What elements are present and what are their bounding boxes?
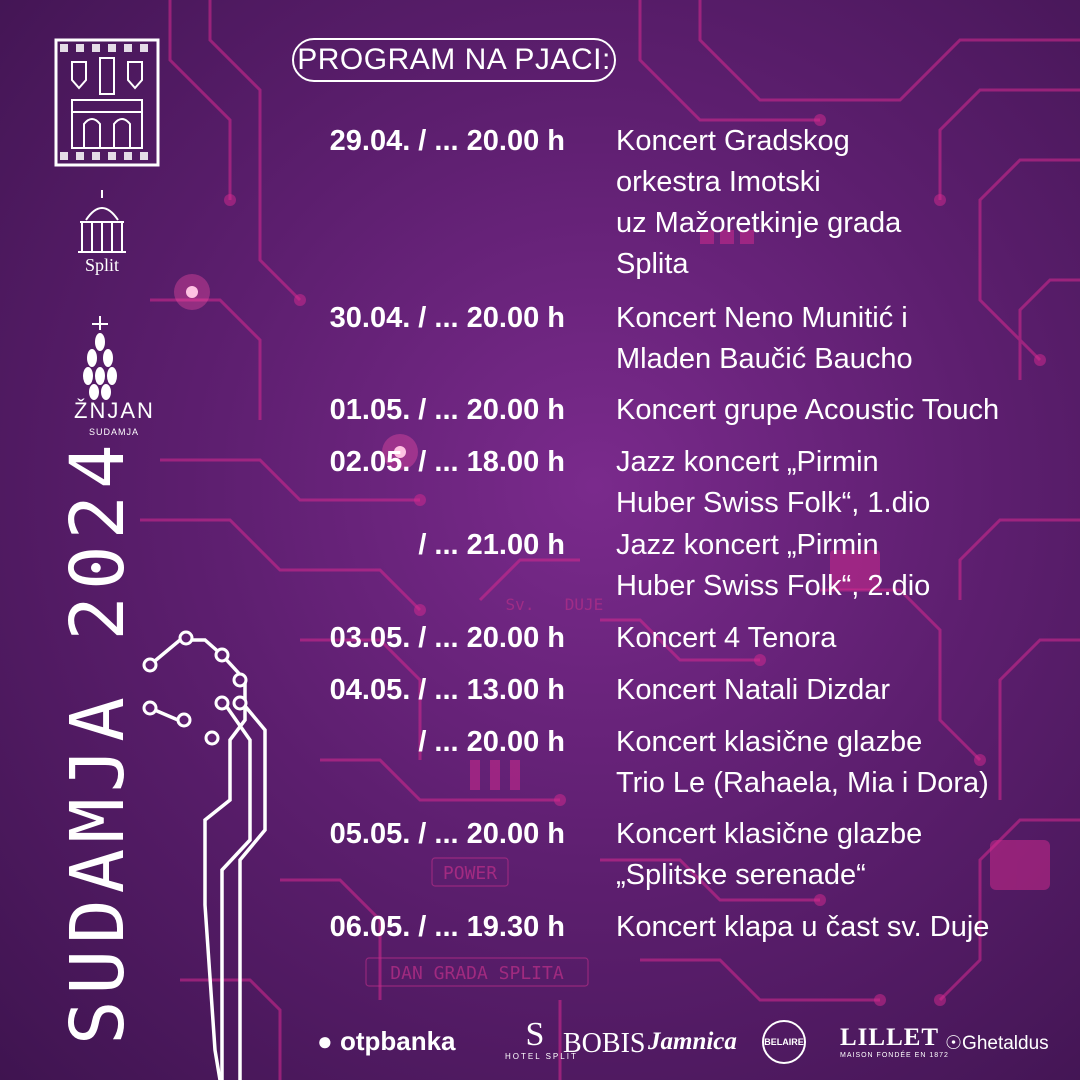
row-date: 01.05. / ... 20.00 h	[329, 394, 565, 426]
znjan-logo	[83, 316, 117, 400]
row-date: 30.04. / ... 20.00 h	[329, 302, 565, 334]
sponsor-bar	[315, 1018, 1055, 1070]
sponsor-belaire: BELAIRE	[762, 1020, 806, 1064]
row-description	[616, 121, 1056, 285]
description-line: Splita	[616, 248, 689, 280]
row-date: / ... 21.00 h	[418, 529, 565, 561]
board-label-sv: Sv.	[505, 595, 535, 614]
description-line: Koncert Neno Munitić i	[616, 302, 908, 334]
description-line: Koncert grupe Acoustic Touch	[616, 394, 1000, 426]
ghetaldus-label: Ghetaldus	[962, 1033, 1049, 1054]
sponsor-jamnica: Jamnica	[648, 1028, 737, 1055]
otp-circle-icon: ●	[317, 1026, 340, 1056]
description-line: Koncert klasične glazbe	[616, 726, 923, 758]
row-date: 03.05. / ... 20.00 h	[329, 622, 565, 654]
description-line: Trio Le (Rahaela, Mia i Dora)	[616, 767, 989, 799]
split-tourism-logo	[78, 190, 126, 252]
sponsor-hotel-split	[505, 1016, 578, 1061]
program-title: PROGRAM NA PJACI:	[292, 38, 616, 82]
board-label-power: POWER	[442, 863, 498, 884]
description-line: Mladen Baučić Baucho	[616, 343, 913, 375]
lillet-label: LILLET	[840, 1024, 940, 1051]
row-date: / ... 20.00 h	[418, 726, 565, 758]
description-line: Koncert klapa u čast sv. Duje	[616, 911, 990, 943]
board-label-duje: DUJE	[564, 595, 604, 614]
row-description	[616, 525, 1056, 607]
hotel-split-label: HOTEL SPLIT	[505, 1052, 578, 1061]
row-description	[616, 442, 1056, 524]
row-date: 06.05. / ... 19.30 h	[329, 911, 565, 943]
row-date: 04.05. / ... 13.00 h	[329, 674, 565, 706]
row-date: 02.05. / ... 18.00 h	[329, 446, 565, 478]
row-description	[616, 618, 1056, 659]
description-line: Jazz koncert „Pirmin	[616, 446, 879, 478]
description-line: Koncert klasične glazbe	[616, 818, 923, 850]
znjan-logo-subtext: SUDAMJA	[88, 427, 139, 437]
description-line: orkestra Imotski	[616, 166, 821, 198]
guitar-circuit-graphic	[150, 640, 265, 1080]
description-line: „Splitske serenade“	[616, 859, 866, 891]
row-description	[616, 907, 1056, 948]
description-line: Koncert 4 Tenora	[616, 622, 837, 654]
description-line: Koncert Gradskog	[616, 125, 850, 157]
hotel-split-mark: S	[525, 1016, 545, 1053]
city-arms-logo	[56, 40, 158, 165]
board-label-dan-grada: DAN GRADA SPLITA	[390, 963, 564, 984]
row-date: 05.05. / ... 20.00 h	[329, 818, 565, 850]
row-date: 29.04. / ... 20.00 h	[329, 125, 565, 157]
description-line: uz Mažoretkinje grada	[616, 207, 902, 239]
row-description	[616, 814, 1056, 896]
sponsor-ghetaldus	[945, 1032, 1049, 1055]
vertical-event-title: SUDAMJA 2024	[55, 438, 141, 1045]
row-description	[616, 670, 1056, 711]
sponsor-otpbanka	[317, 1026, 456, 1057]
split-logo-text: Split	[84, 255, 119, 275]
row-description	[616, 298, 1056, 380]
lillet-sublabel: MAISON FONDÉE EN 1872	[840, 1052, 949, 1059]
description-line: Huber Swiss Folk“, 1.dio	[616, 487, 931, 519]
znjan-logo-text: ŽNJAN	[74, 398, 155, 423]
sponsor-otpbanka-label: otpbanka	[339, 1026, 456, 1056]
row-description	[616, 722, 1056, 804]
row-description	[616, 390, 1056, 431]
sponsor-bobis: BOBIS	[563, 1028, 646, 1059]
description-line: Jazz koncert „Pirmin	[616, 529, 879, 561]
description-line: Huber Swiss Folk“, 2.dio	[616, 570, 931, 602]
ghetaldus-sun-icon: ☉	[945, 1033, 963, 1054]
description-line: Koncert Natali Dizdar	[616, 674, 890, 706]
sponsor-lillet	[840, 1024, 949, 1059]
